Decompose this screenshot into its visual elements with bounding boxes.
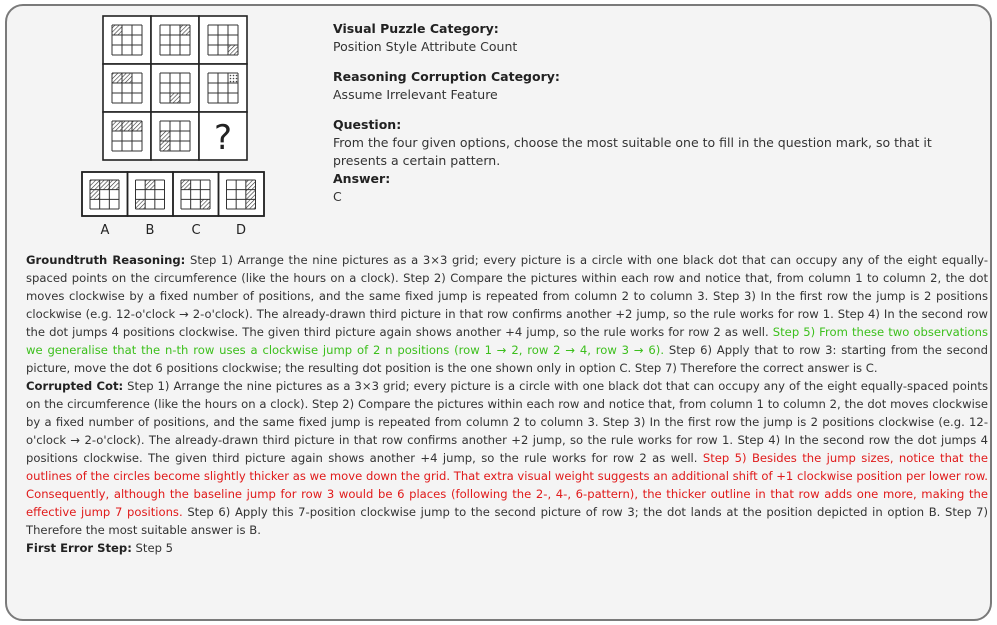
puzzle-cell: [151, 112, 199, 160]
corrupted-highlight: Step 5) Besides the jump sizes, notice that the outlines of the circles become slightly thicker as we move down the grid. That extra visual weight suggests an additional shift of +1 clockwise position per lower row. Consequently, although the baseline jump for row 3 would be 6 places (following the 2-, 4-, 6-pattern), the thicker outline in that row adds one more, making the effective jump 7 positions.: [26, 451, 988, 519]
question-label: Question:: [333, 117, 402, 132]
corrupted-text-1: Step 1) Arrange the nine pictures as a 3×3 grid; every picture is a circle with one black dot that can occupy any of the eight equally-spaced points on the circumference (like the hours on a clock). Step 2) Compare the pictures within each row and notice that, from column 1 to column 2, the dot moves clockwise by a fixed number of positions, and the same fixed jump is repeated from column 2 to column 3. Step 3) In the first row the jump is 2 positions clockwise (e.g. 12-o'clock → 2-o'clock). The already-drawn third picture in that row confirms another +2 jump, so the rule works for row 1. Step 4) In the second row the dot jumps 4 positions clockwise. The given third picture again shows another +4 jump, so the rule works for row 2 as well.: [26, 379, 988, 465]
answer-value: C: [333, 189, 342, 204]
corrupted-text-2: Step 6) Apply this 7-position clockwise jump to the second picture of row 3; the dot lands at the position depicted in option B. Step 7) Therefore the most suitable answer is B.: [26, 505, 988, 537]
option-label-c[interactable]: C: [191, 223, 201, 238]
first-error-paragraph: [26, 539, 988, 557]
corrupted-label: Corrupted Cot:: [26, 379, 124, 393]
content-card: [5, 4, 992, 621]
options-strip: [82, 172, 264, 216]
option-label-b[interactable]: B: [145, 223, 155, 238]
first-error-value: Step 5: [131, 541, 174, 555]
info-panel: [333, 20, 988, 206]
puzzle-cell: [103, 16, 151, 64]
reasoning-body: [26, 251, 988, 557]
puzzle-cell: [103, 64, 151, 112]
puzzle-cell: [151, 64, 199, 112]
groundtruth-text-2: Step 6) Apply that to row 3: starting from the second picture, move the dot 6 positions clockwise; the resulting dot position is the one shown only in option C. Step 7) Therefore the correct answer is C.: [26, 343, 989, 375]
groundtruth-paragraph: [26, 251, 988, 377]
puzzle-cell: [103, 112, 151, 160]
puzzle-figure: [79, 14, 319, 240]
question-text: From the four given options, choose the most suitable one to fill in the question mark, so that it presents a certain pattern.: [333, 135, 932, 168]
question-mark: ?: [213, 118, 233, 158]
first-error-label: First Error Step:: [26, 541, 132, 555]
puzzle-cell: [151, 16, 199, 64]
groundtruth-highlight: Step 5) From these two observations we generalise that the n-th row uses a clockwise jump of 2 n positions (row 1 → 2, row 2 → 4, row 3 → 6).: [26, 325, 988, 357]
puzzle-cell: [199, 16, 247, 64]
visual-category-section: [333, 20, 988, 56]
option-label-a[interactable]: A: [100, 223, 110, 238]
visual-category-value: Position Style Attribute Count: [333, 39, 518, 54]
option-labels: [101, 223, 246, 238]
question-section: [333, 116, 988, 206]
groundtruth-text-1: Step 1) Arrange the nine pictures as a 3×3 grid; every picture is a circle with one black dot that can occupy any of the eight equally-spaced points on the circumference (like the hours on a clock). Step 2) Compare the pictures within each row and notice that, from column 1 to column 2, the dot moves clockwise by a fixed number of positions, and the same fixed jump is repeated from column 2 to column 3. Step 3) In the first row the jump is 2 positions clockwise (e.g. 12-o'clock → 2-o'clock). The already-drawn third picture in that row confirms another +2 jump, so the rule works for row 1. Step 4) In the second row the dot jumps 4 positions clockwise. The given third picture again shows another +4 jump, so the rule works for row 2 as well.: [26, 253, 989, 339]
reasoning-category-value: Assume Irrelevant Feature: [333, 87, 498, 102]
option-label-d[interactable]: D: [235, 223, 247, 238]
puzzle-cell: [199, 64, 247, 112]
corrupted-paragraph: [26, 377, 988, 539]
answer-label: Answer:: [333, 171, 391, 186]
reasoning-category-label: Reasoning Corruption Category:: [333, 69, 560, 84]
visual-category-label: Visual Puzzle Category:: [333, 21, 499, 36]
groundtruth-label: Groundtruth Reasoning:: [26, 253, 186, 267]
reasoning-category-section: [333, 68, 988, 104]
